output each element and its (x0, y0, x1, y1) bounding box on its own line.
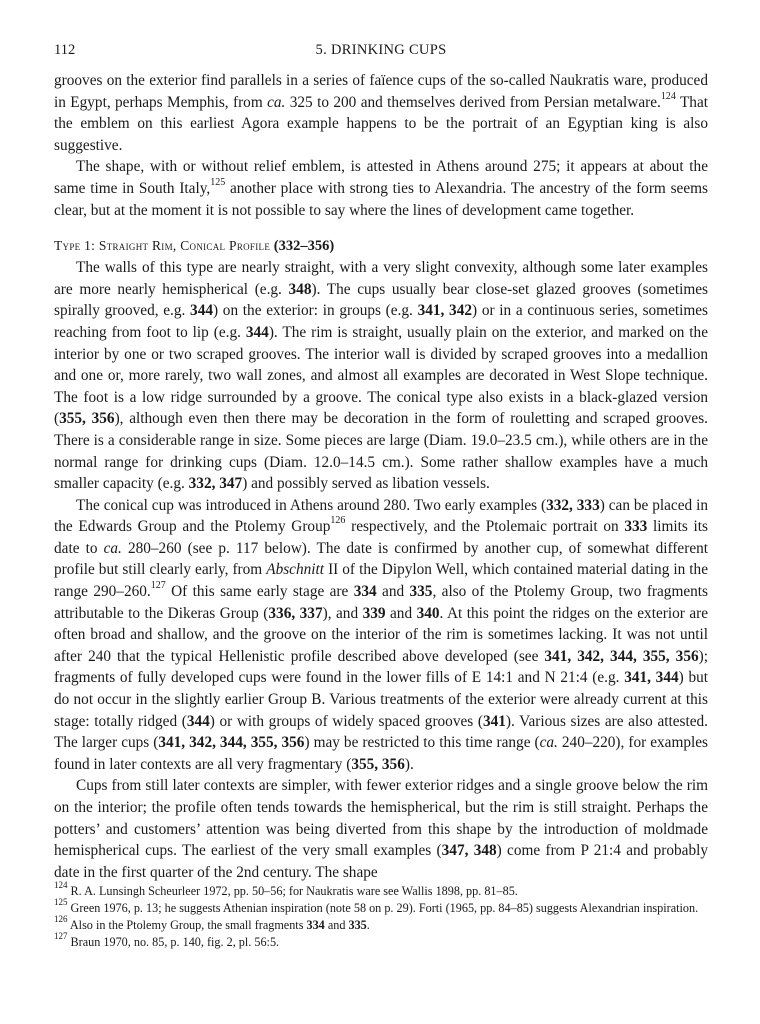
paragraph-1: grooves on the exterior find parallels in a series of faïence cups of the so-called Naukratis ware, produced in Egypt, perhaps Memphis, from ca. 325 to 200 and themselves derived from Persian metalware.$^{124}$ That the emblem on this earliest Agora example happens to be the portrait of an Egyptian king is also suggestive. (54, 72, 708, 154)
page-number: 112 (54, 42, 76, 58)
page-header (54, 40, 708, 62)
footnote-126: $^{126}$ Also in the Ptolemy Group, the small fragments 334 and 335. (54, 913, 370, 932)
footnote-127: $^{127}$ Braun 1970, no. 85, p. 140, fig. 2, pl. 56:5. (54, 930, 280, 949)
page (54, 40, 708, 883)
footnotes (54, 879, 708, 951)
footnote-ref-127[interactable]: 127 (150, 579, 166, 591)
paragraph-4: The conical cup was introduced in Athens around 280. Two early examples (332, 333) can be placed in the Edwards Group and the Ptolemy Group$^{126}$ respectively, and the Ptolemaic portrait on 333 limits its date to ca. 280–260 (see p. 117 below). The date is confirmed by another cup, of somewhat different profile but still clearly early, from Abschnitt II of the Dipylon Well, which contained material dating in the range 290–260.$^{127}$ Of this same early stage are 334 and 335, also of the Ptolemy Group, two fragments attributable to the Dikeras Group (336, 337), and 339 and 340. At this point the ridges on the exterior are often broad and shallow, and the groove on the interior of the rim is sometimes lacking. It was not until after 240 that the typical Hellenistic profile described above developed (see 341, 342, 344, 355, 356); fragments of fully developed cups were found in the lower fills of E 14:1 and N 21:4 (e.g. 341, 344) but do not occur in the slightly earlier Group B. Various treatments of the exterior were already current at this stage: totally ridged (344) or with groups of widely spaced grooves (341). Various sizes are also attested. The larger cups (341, 342, 344, 355, 356) may be restricted to this time range (ca. 240–220), for examples found in later contexts are all very fragmentary (355, 356). (54, 496, 709, 773)
paragraph-3: The walls of this type are nearly straight, with a very slight convexity, although some later examples are more nearly hemispherical (e.g. 348). The cups usually bear close-set glazed grooves (sometimes spirally grooved, e.g. 344) on the exterior: in groups (e.g. 341, 342) or in a continuous series, sometimes reaching from foot to lip (e.g. 344). The rim is straight, usually plain on the exterior, and marked on the interior by one or two scraped grooves. The interior wall is divided by scraped grooves into a medallion and one or, more rarely, two wall zones, and almost all examples are decorated in West Slope technique. The foot is a low ridge surrounded by a groove. The conical type also exists in a black-glazed version (355, 356), although even then there may be decoration in the form of rouletting and scraped grooves. There is a considerable range in size. Some pieces are large (Diam. 19.0–23.5 cm.), while others are in the normal range for drinking cups (Diam. 12.0–14.5 cm.). Some rather shallow examples have a much smaller capacity (e.g. 332, 347) and possibly served as libation vessels. (54, 259, 709, 493)
running-head: 5. DRINKING CUPS (315, 42, 447, 58)
paragraph-2: The shape, with or without relief emblem, is attested in Athens around 275; it appears at about the same time in South Italy,$^{125}$ another place with strong ties to Alexandria. The ancestry of the form seems clear, but at the moment it is not possible to say where the lines of development came together. (54, 158, 708, 219)
footnote-ref-126[interactable]: 126 (330, 515, 346, 527)
footnote-124: $^{124}$ R. A. Lunsingh Scheurleer 1972, pp. 50–56; for Naukratis ware see Wallis 1898, pp. 81–85. (54, 879, 518, 898)
footnote-ref-124[interactable]: 124 (660, 90, 676, 102)
section-heading: Type 1: Straight Rim, Conical Profile (332–356) (54, 238, 335, 255)
footnote-125: $^{125}$ Green 1976, p. 13; he suggests Athenian inspiration (note 58 on p. 29). Forti (1965, pp. 84–85) suggests Alexandrian inspiration. (54, 896, 699, 915)
footnote-ref-125[interactable]: 125 (210, 176, 226, 188)
paragraph-5: Cups from still later contexts are simpler, with fewer exterior ridges and a single groove below the rim on the interior; the profile often tends towards the hemispherical, but the rim is still straight. Perhaps the potters’ and customers’ attention was being diverted from this shape by the introduction of moldmade hemispherical cups. The earliest of the very small examples (347, 348) come from P 21:4 and probably date in the first quarter of the 2nd century. The shape (54, 777, 708, 881)
